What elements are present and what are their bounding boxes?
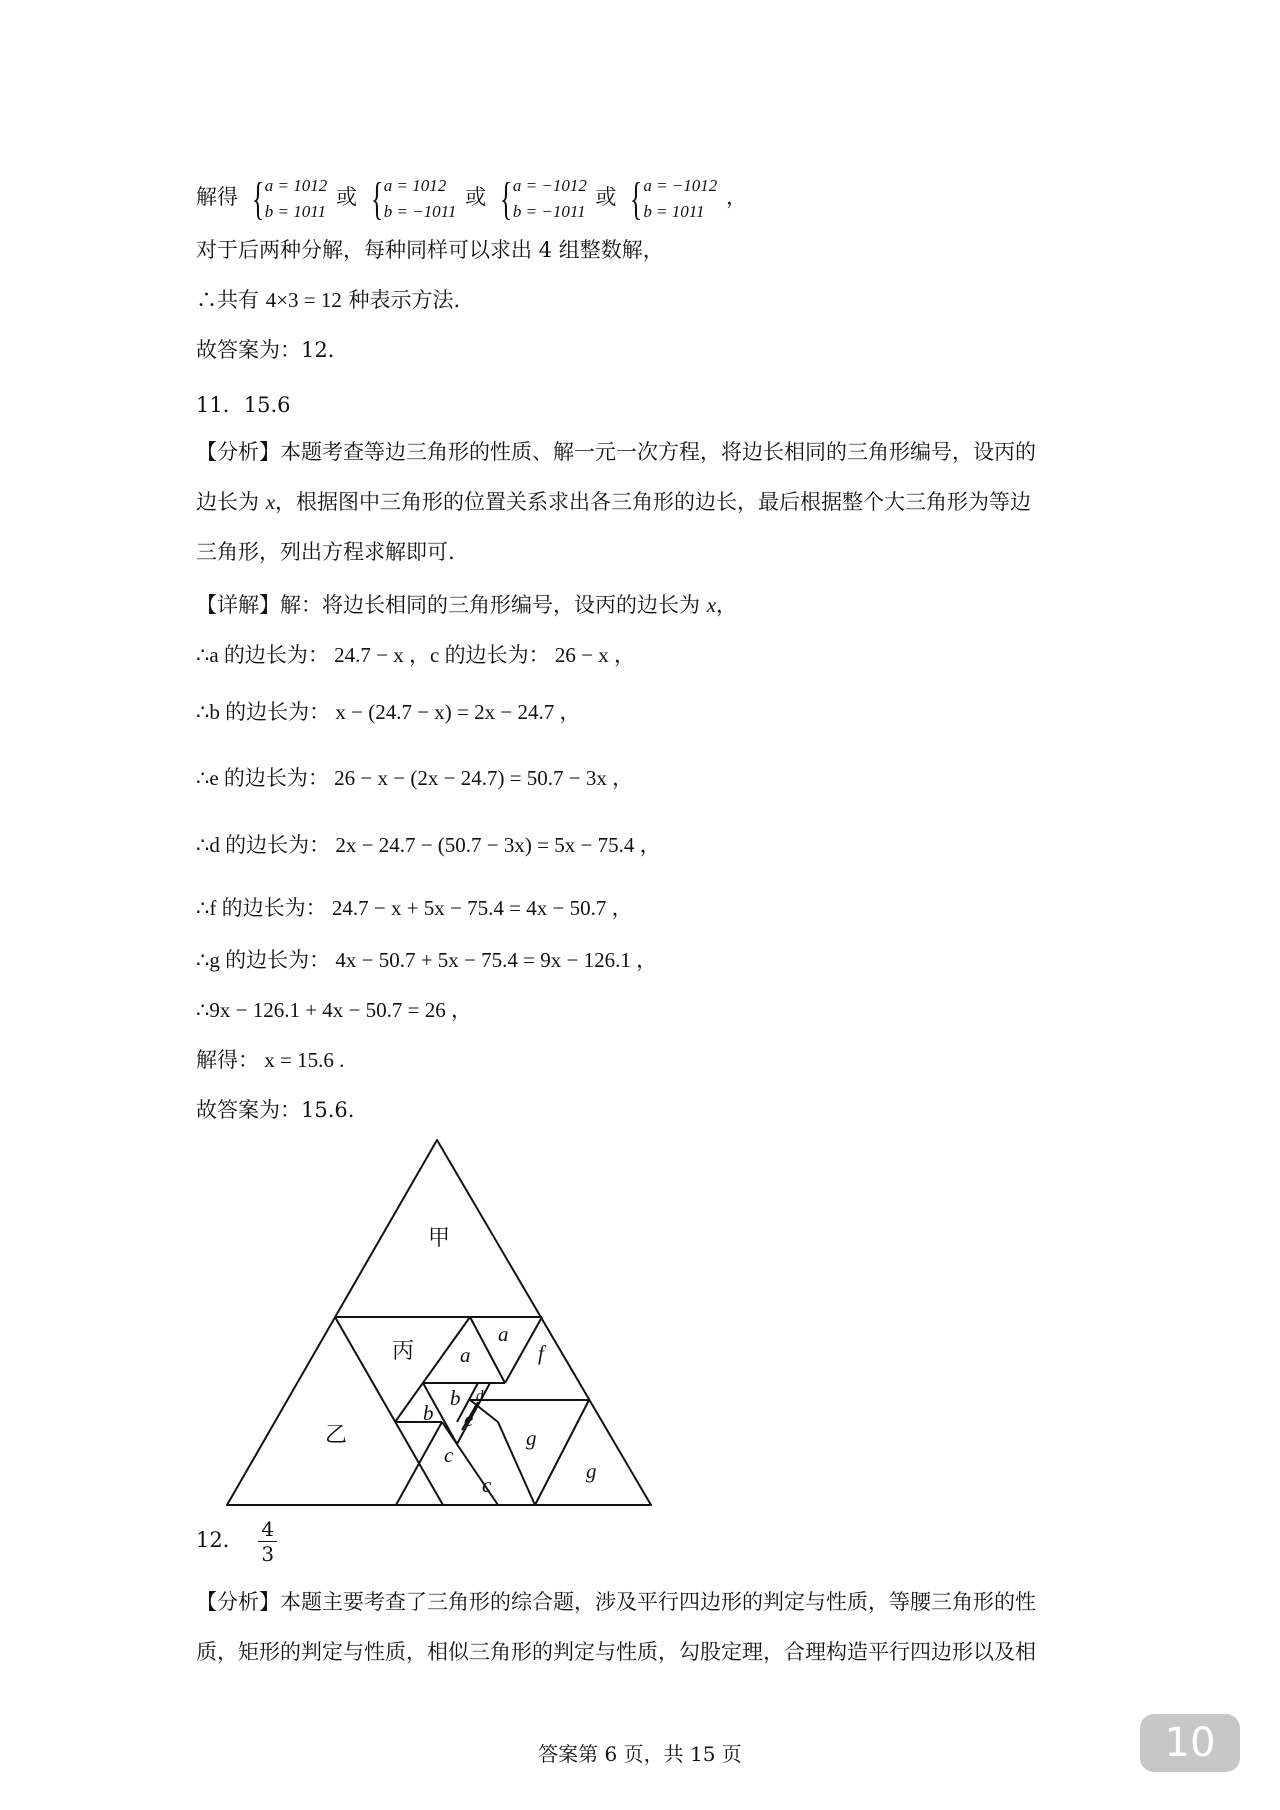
system-1-eq-2: b = 1011: [264, 201, 326, 221]
detail-post: ，: [716, 593, 738, 617]
label-bing: 丙: [392, 1338, 415, 1363]
system-2-eq-1: a = 1012: [383, 175, 447, 195]
answer-line-11: 故答案为：15.6.: [196, 1098, 355, 1122]
label-g-2: g: [586, 1459, 597, 1483]
analysis-12-line-2: 质，矩形的判定与性质，相似三角形的判定与性质，勾股定理，合理构造平行四边形以及相: [196, 1640, 1036, 1664]
system-1: [247, 173, 328, 225]
analysis-11-line-1: 【分析】本题考查等边三角形的性质、解一元一次方程，将边长相同的三角形编号，设丙的: [196, 440, 1036, 464]
line-2-post: 种表示方法.: [341, 288, 461, 312]
outer-triangle: [227, 1140, 651, 1505]
variable-x: x: [706, 593, 717, 617]
system-3-eq-2: b = −1011: [512, 201, 586, 221]
line-2-pre: ∴共有: [196, 288, 266, 312]
label-a-1: a: [460, 1343, 471, 1367]
system-2: [366, 173, 457, 225]
brace-icon: {: [251, 172, 264, 224]
system-4-eq-2: b = 1011: [643, 201, 705, 221]
label-yi: 乙: [325, 1422, 348, 1447]
label-d: d: [476, 1388, 484, 1404]
system-4: [625, 173, 717, 225]
label-c-1: c: [444, 1443, 454, 1467]
label-f: f: [538, 1341, 544, 1365]
sep-2: 或: [465, 185, 487, 209]
system-1-eq-1: a = 1012: [264, 175, 328, 195]
analysis-2-pre: 边长为: [196, 490, 266, 514]
label-g-1: g: [526, 1426, 537, 1450]
label-a-2: a: [498, 1322, 509, 1346]
analysis-2-post: ，根据图中三角形的位置关系求出各三角形的边长，最后根据整个大三角形为等边: [275, 490, 1032, 514]
page-footer: 答案第 6 页，共 15 页: [538, 1742, 742, 1766]
system-2-eq-2: b = −1011: [383, 201, 457, 221]
label-c-2: c: [482, 1473, 492, 1497]
answer-line-10: 故答案为：12．: [196, 338, 349, 362]
detail-pre: 【详解】解：将边长相同的三角形编号，设丙的边长为: [196, 593, 707, 617]
solutions-prefix: 解得: [196, 185, 238, 209]
equation-line: ∴9x − 126.1 + 4x − 50.7 = 26 ，: [196, 998, 472, 1022]
brace-icon: {: [630, 172, 643, 224]
answer-fraction: [258, 1517, 277, 1566]
line-2-math: 4×3 = 12: [265, 288, 342, 312]
text-line-2: [196, 285, 460, 315]
variable-x: x: [265, 490, 276, 514]
sep-3: 或: [595, 185, 617, 209]
step-g: ∴g 的边长为： 4x − 50.7 + 5x − 75.4 = 9x − 126.1 ，: [196, 948, 658, 972]
text-line-1: 对于后两种分解，每种同样可以求出 4 组整数解，: [196, 238, 664, 262]
solutions-line: [196, 170, 747, 225]
label-b-2: b: [423, 1401, 434, 1425]
sep-1: 或: [335, 185, 357, 209]
fraction-denominator: 3: [261, 1542, 275, 1566]
step-a: ∴a 的边长为： 24.7 − x ，c 的边长为： 26 − x ，: [196, 643, 635, 667]
f-left-edge: [505, 1317, 542, 1383]
system-4-eq-1: a = −1012: [643, 175, 718, 195]
label-b-1: b: [450, 1386, 461, 1410]
step-f: ∴f 的边长为： 24.7 − x + 5x − 75.4 = 4x − 50.7 ，: [196, 896, 633, 920]
step-d: ∴d 的边长为： 2x − 24.7 − (50.7 − 3x) = 5x − 75.4 ，: [196, 833, 661, 857]
label-jia: 甲: [428, 1225, 451, 1250]
question-12-label: 12．: [196, 1528, 244, 1552]
analysis-11-line-3: 三角形，列出方程求解即可.: [196, 540, 455, 564]
system-3: [495, 173, 587, 225]
solutions-end: ，: [725, 185, 747, 209]
system-3-eq-1: a = −1012: [512, 175, 587, 195]
brace-icon: {: [499, 172, 512, 224]
analysis-12-line-1: 【分析】本题主要考查了三角形的综合题，涉及平行四边形的判定与性质，等腰三角形的性: [196, 1590, 1036, 1614]
analysis-11-line-2: [196, 487, 1031, 517]
question-11-header: 11．15.6: [196, 393, 291, 417]
triangle-dissection-figure: [220, 1130, 660, 1520]
page-number-badge: 10: [1140, 1714, 1240, 1772]
label-e: e: [464, 1407, 474, 1431]
step-b: ∴b 的边长为： x − (24.7 − x) = 2x − 24.7 ，: [196, 700, 581, 724]
g-divider: [535, 1400, 589, 1505]
detail-11-line: [196, 590, 737, 620]
question-12-header: [196, 1512, 277, 1568]
step-e: ∴e 的边长为： 26 − x − (2x − 24.7) = 50.7 − 3x ，: [196, 766, 634, 790]
solve-line: 解得： x = 15.6 .: [196, 1048, 345, 1072]
brace-icon: {: [370, 172, 383, 224]
fraction-numerator: 4: [258, 1517, 277, 1542]
